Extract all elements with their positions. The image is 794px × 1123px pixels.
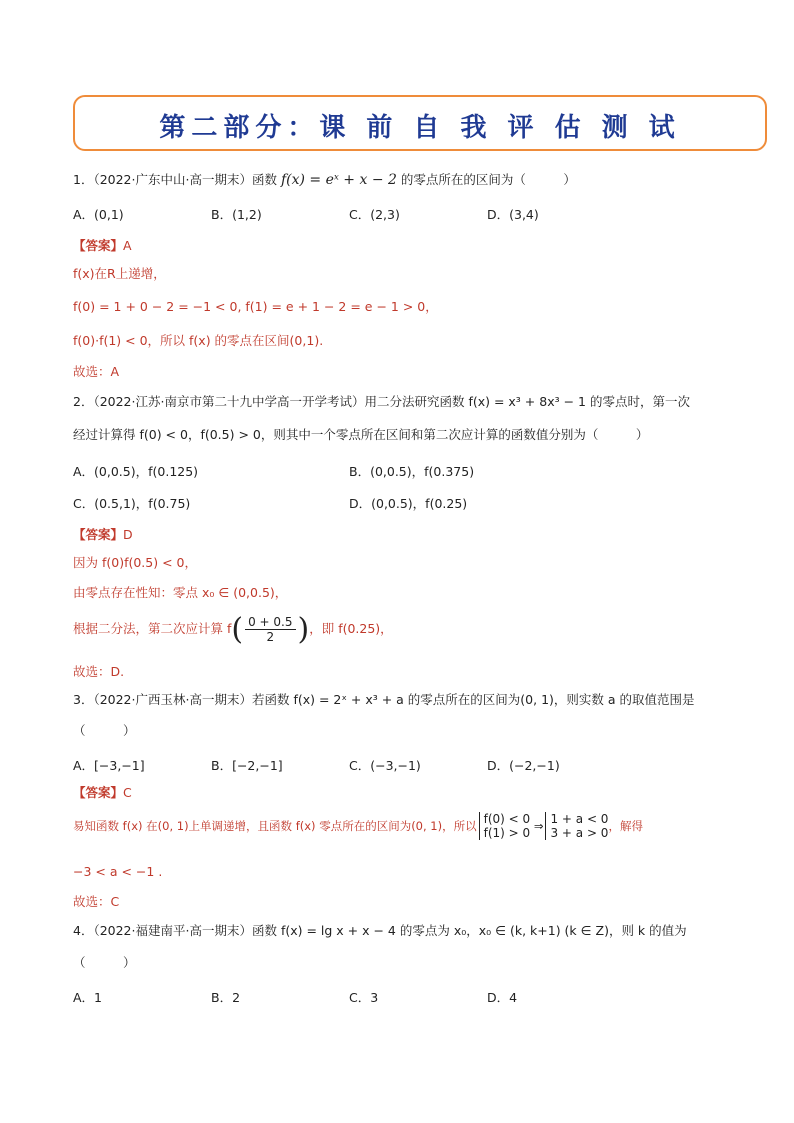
q3-sol1-b: ，解得: [608, 819, 643, 833]
q2-line-1: 用二分法研究函数 f(x) = x³ + 8x³ − 1 的零点时，第一次: [364, 394, 690, 409]
q3-choose: 故选：C: [73, 894, 120, 909]
q1-solution-line-3: f(0)·f(1) < 0，所以 f(x) 的零点在区间(0,1).: [73, 333, 324, 348]
right-paren: ): [297, 612, 310, 647]
q3-option-c: C．(−3,−1): [349, 758, 421, 773]
q1-answer-value: A: [123, 238, 132, 253]
q3-sol1-a: 易知函数 f(x) 在(0, 1)上单调递增，且函数 f(x) 零点所在的区间为(0, 1)，所以: [73, 819, 477, 833]
q1-stem-b: 的零点所在的区间为（ ）: [400, 172, 576, 187]
system-1-top: f(0) < 0: [483, 812, 531, 826]
q3-option-a: A．[−3,−1]: [73, 758, 145, 773]
q3-line-2: （ ）: [73, 723, 136, 738]
q1-option-d: D．(3,4): [487, 207, 539, 222]
q1-function: f(x) = eˣ + x − 2: [280, 172, 397, 188]
q1-number: 1．: [73, 172, 94, 187]
left-paren: (: [231, 612, 244, 647]
q3-option-d: D．(−2,−1): [487, 758, 560, 773]
q2-option-a: A．(0,0.5)，f(0.125): [73, 464, 199, 479]
fraction: [245, 615, 295, 644]
q4-option-a: A．1: [73, 990, 103, 1005]
system-1-bottom: f(1) > 0: [483, 826, 531, 840]
q1-answer: [73, 236, 132, 254]
q2-solution-line-2: 由零点存在性知：零点 x₀ ∈ (0,0.5)，: [73, 585, 288, 600]
question-2-stem: [73, 392, 690, 410]
q1-option-a: A．(0,1): [73, 207, 124, 222]
question-3-stem: [73, 690, 695, 708]
q2-solution-line-3: [73, 612, 393, 647]
q1-option-c: C．(2,3): [349, 207, 400, 222]
q4-source: （2022·福建南平·高一期末）: [93, 923, 252, 938]
q2-answer: [73, 525, 133, 543]
q3-answer-value: C: [123, 785, 132, 800]
q3-answer-label: 【答案】: [73, 785, 124, 800]
q3-solution-line-2: −3 < a < −1 .: [73, 864, 163, 879]
q2-solution-line-1: 因为 f(0)f(0.5) < 0，: [73, 555, 197, 570]
q1-source: （2022·广东中山·高一期末）: [93, 172, 252, 187]
q4-number: 4．: [73, 923, 94, 938]
q4-option-b: B．2: [211, 990, 241, 1005]
q1-stem-a: 函数: [251, 172, 277, 187]
q4-line-2: （ ）: [73, 955, 136, 970]
section-title: 第二部分：课 前 自 我 评 估 测 试: [159, 113, 681, 143]
q3-source: （2022·广西玉林·高一期末）: [93, 692, 252, 707]
question-4-stem: [73, 921, 687, 939]
system-2: [545, 812, 608, 840]
q2-option-c: C．(0.5,1)，f(0.75): [73, 496, 191, 511]
q3-solution-line-1: [73, 812, 643, 840]
q3-number: 3．: [73, 692, 94, 707]
q2-answer-value: D: [123, 527, 133, 542]
q1-option-b: B．(1,2): [211, 207, 262, 222]
system-2-top: 1 + a < 0: [550, 812, 609, 826]
q4-line-1: 函数 f(x) = lg x + x − 4 的零点为 x₀，x₀ ∈ (k, k+1) (k ∈ Z)，则 k 的值为: [251, 923, 687, 938]
q3-option-b: B．[−2,−1]: [211, 758, 283, 773]
implies-arrow: ⇒: [533, 819, 544, 833]
q1-solution-line-1: f(x)在R上递增，: [73, 266, 166, 281]
q4-option-d: D．4: [487, 990, 518, 1005]
q2-option-b: B．(0,0.5)，f(0.375): [349, 464, 475, 479]
section-banner: [73, 95, 767, 151]
system-2-bottom: 3 + a > 0: [550, 826, 609, 840]
q3-answer: [73, 783, 132, 801]
q2-sol3-a: 根据二分法，第二次应计算 f: [73, 621, 232, 636]
q1-answer-label: 【答案】: [73, 238, 124, 253]
q3-line-1: 若函数 f(x) = 2ˣ + x³ + a 的零点所在的区间为(0, 1)，则实数 a 的取值范围是: [251, 692, 695, 707]
q1-solution-line-2: f(0) = 1 + 0 − 2 = −1 < 0, f(1) = e + 1 − 2 = e − 1 > 0，: [73, 299, 438, 314]
q2-line-2: 经过计算得 f(0) < 0，f(0.5) > 0，则其中一个零点所在区间和第二次应计算的函数值分别为（ ）: [73, 427, 649, 442]
q1-choose: 故选：A: [73, 364, 120, 379]
q2-choose: 故选：D.: [73, 664, 125, 679]
fraction-denominator: 2: [266, 630, 275, 644]
q2-number: 2．: [73, 394, 94, 409]
fraction-numerator: 0 + 0.5: [245, 615, 295, 630]
q2-source: （2022·江苏·南京市第二十九中学高一开学考试）: [93, 394, 365, 409]
question-1-stem: [73, 170, 576, 188]
q2-sol3-b: ，即 f(0.25)，: [309, 621, 393, 636]
q4-option-c: C．3: [349, 990, 379, 1005]
q2-option-d: D．(0,0.5)，f(0.25): [349, 496, 468, 511]
q2-answer-label: 【答案】: [73, 527, 124, 542]
system-1: [479, 812, 531, 840]
